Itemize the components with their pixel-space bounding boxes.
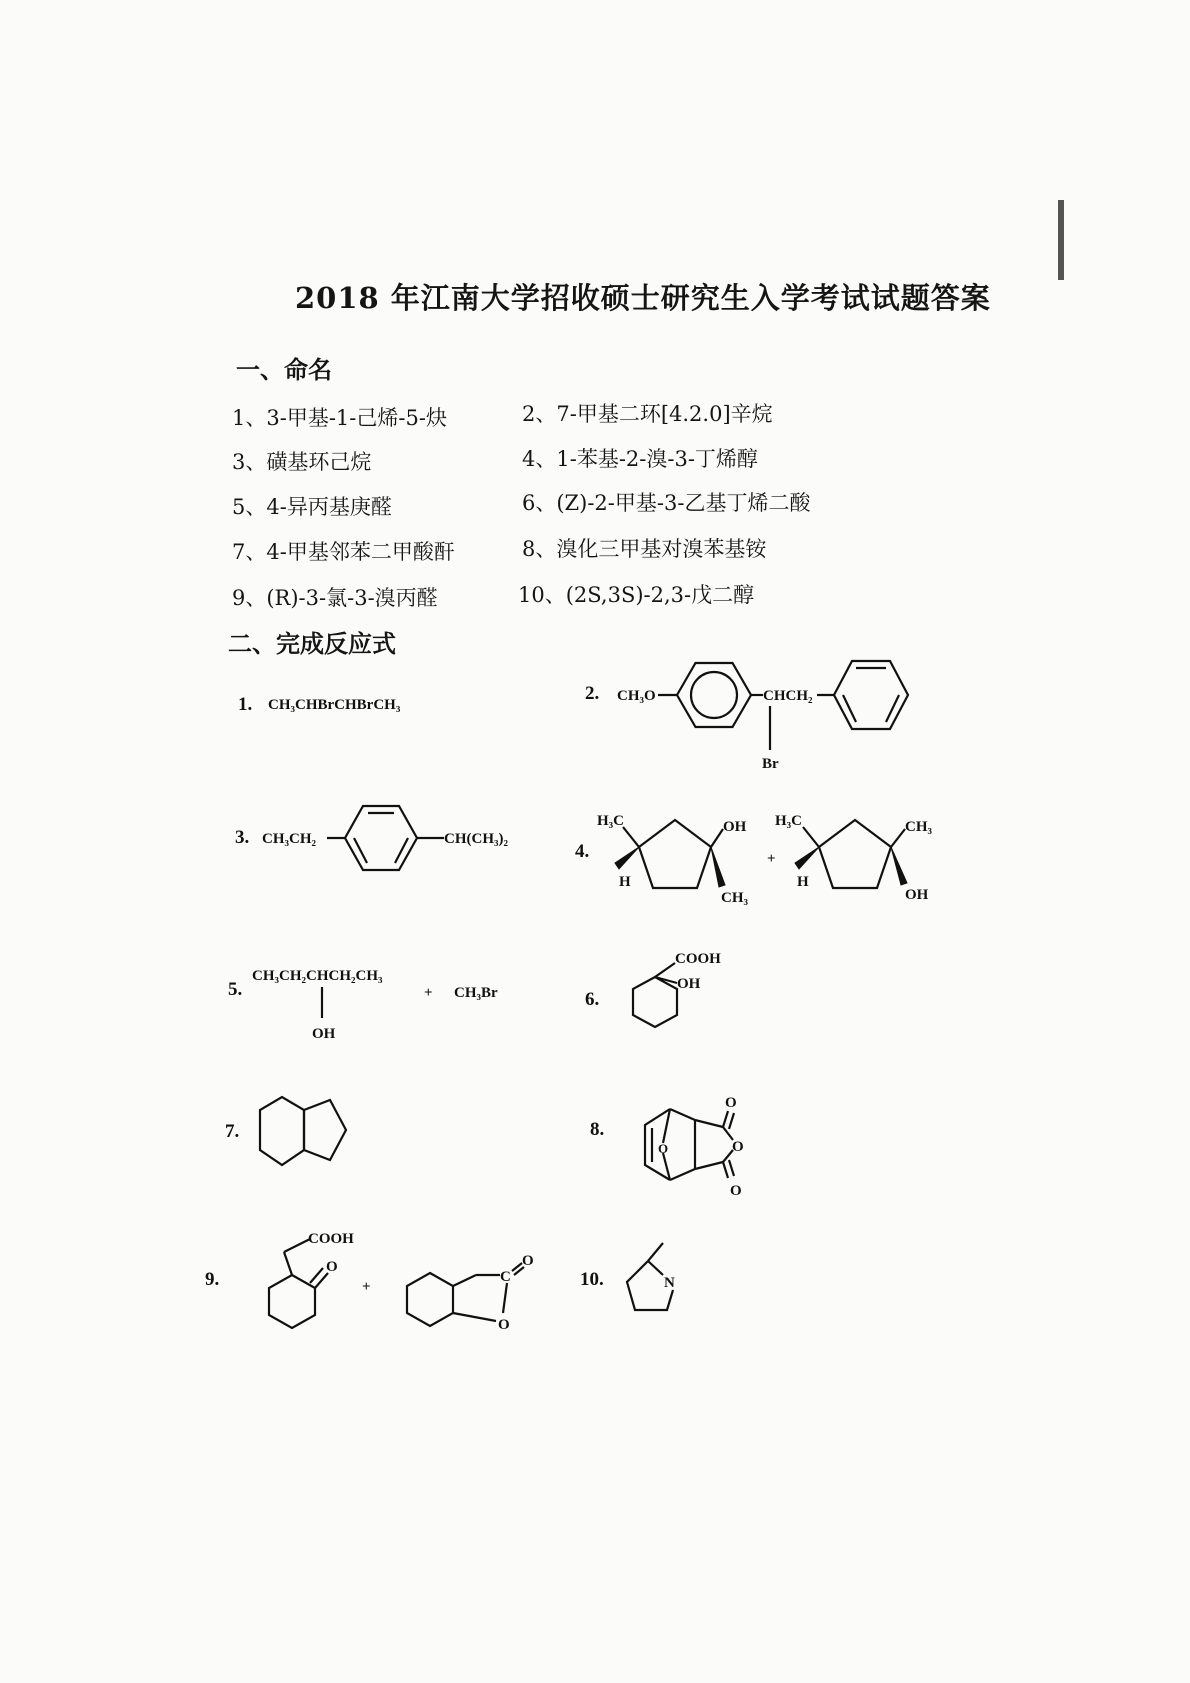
answer-4-wedge-bond <box>615 847 639 869</box>
answer-9-number: 9. <box>205 1269 220 1290</box>
answer-2-benzene-ring-2 <box>834 661 908 729</box>
answer-3-ethyl-label: CH₃CH₂ <box>262 831 316 847</box>
answer-4-m2-h-label: H <box>797 874 809 890</box>
answer-9-lactone-ring-oxygen: O <box>498 1317 510 1333</box>
answer-8-bond <box>670 1169 695 1180</box>
answer-9-bond <box>453 1313 496 1321</box>
answer-1-structure <box>230 690 450 720</box>
answer-4-bond <box>711 829 723 847</box>
answer-2-structure <box>580 650 940 775</box>
answer-4-m1-methyl-label: H₃C <box>597 813 624 829</box>
answer-6-oh-label: OH <box>677 976 701 992</box>
naming-item-8: 8、溴化三甲基对溴苯基铵 <box>522 537 767 561</box>
naming-item-10: 10、(2S,3S)-2,3-戊二醇 <box>518 583 755 607</box>
answer-7-number: 7. <box>225 1121 240 1142</box>
answer-4-wedge-bond <box>795 847 819 869</box>
answer-6-structure <box>585 945 785 1050</box>
answer-2-br-label: Br <box>762 756 779 772</box>
answer-8-bond <box>695 1162 723 1169</box>
answer-4-m2-oh-label: OH <box>905 887 929 903</box>
answer-5-structure <box>228 955 528 1045</box>
answer-4-bond <box>623 827 639 847</box>
answer-4-wedge-bond <box>711 847 725 887</box>
answer-9-structure <box>200 1225 560 1355</box>
answer-2-methoxy-label: CH₃O <box>617 688 656 704</box>
answer-4-plus: + <box>767 851 776 867</box>
answer-8-bond <box>670 1109 695 1120</box>
answer-8-ring-oxygen: O <box>732 1139 744 1155</box>
naming-item-4: 4、1-苯基-2-溴-3-丁烯醇 <box>522 447 758 471</box>
section-reactions-heading: 二、完成反应式 <box>228 629 396 658</box>
answer-6-number: 6. <box>585 989 600 1010</box>
answer-4-structure <box>575 805 955 925</box>
naming-item-2: 2、7-甲基二环[4.2.0]辛烷 <box>522 402 773 426</box>
answer-9-lactone-cyclohexane-ring <box>407 1273 453 1326</box>
page-title: 2018 年江南大学招收硕士研究生入学考试试题答案 <box>295 281 991 315</box>
scan-edge-mark <box>1058 200 1064 280</box>
answer-4-bond <box>803 827 819 847</box>
answer-10-nitrogen: N <box>664 1275 675 1291</box>
answer-9-bond <box>453 1275 476 1286</box>
answer-6-bond <box>655 963 675 977</box>
answer-3-structure <box>230 800 530 880</box>
answer-2-aromatic-circle-1 <box>691 672 737 718</box>
answer-8-number: 8. <box>590 1119 605 1140</box>
answer-6-cyclohexane-ring <box>633 977 677 1027</box>
answer-4-m2-methyl-label: H₃C <box>775 813 802 829</box>
section-naming-heading: 一、命名 <box>236 355 332 384</box>
answer-2-number: 2. <box>585 683 600 704</box>
answer-3-number: 3. <box>235 827 250 848</box>
answer-4-m1-oh-label: OH <box>723 819 747 835</box>
answer-5-oh-label: OH <box>312 1026 336 1042</box>
answer-1-formula: CH₃CHBrCHBrCH₃ <box>268 697 401 713</box>
naming-item-1: 1、3-甲基-1-己烯-5-炔 <box>232 406 447 430</box>
naming-item-3: 3、磺基环己烷 <box>232 450 372 474</box>
answer-10-bond <box>648 1261 663 1275</box>
naming-item-9: 9、(R)-3-氯-3-溴丙醛 <box>232 586 438 610</box>
answer-6-cooh-label: COOH <box>675 951 721 967</box>
answer-5-second-product: CH₃Br <box>454 985 498 1001</box>
answer-5-plus: + <box>424 985 433 1001</box>
answer-8-carbonyl-bond <box>723 1162 728 1178</box>
answer-4-m1-h-label: H <box>619 874 631 890</box>
answer-9-bond <box>503 1283 507 1313</box>
answer-8-carbonyl-oxygen-bottom: O <box>730 1183 742 1199</box>
answer-4-number: 4. <box>575 841 590 862</box>
answer-8-carbonyl-bond <box>723 1111 728 1127</box>
answer-7-five-membered-ring <box>304 1100 346 1160</box>
answer-9-bond <box>284 1252 292 1275</box>
naming-item-6: 6、(Z)-2-甲基-3-乙基丁烯二酸 <box>522 491 811 515</box>
answer-1-number: 1. <box>238 694 253 715</box>
answer-10-methyl-bond <box>648 1243 663 1261</box>
answer-3-isopropyl-label: CH(CH₃)₂ <box>444 831 508 847</box>
answer-8-carbonyl-bond <box>729 1160 734 1176</box>
answer-4-m1-ch3-label: CH₃ <box>721 890 748 906</box>
answer-4-cyclopentane-1 <box>639 820 711 888</box>
answer-9-lactone-carbonyl-oxygen: O <box>522 1253 534 1269</box>
answer-10-structure <box>575 1235 715 1335</box>
answer-7-structure <box>220 1095 380 1185</box>
answer-7-six-membered-ring <box>260 1097 304 1165</box>
answer-9-ketone-oxygen: O <box>326 1259 338 1275</box>
answer-5-formula: CH₃CH₂CHCH₂CH₃ <box>252 968 383 984</box>
answer-8-carbonyl-bond <box>729 1113 734 1129</box>
answer-8-bond <box>695 1120 723 1127</box>
answer-8-bridge-oxygen: O <box>658 1141 669 1156</box>
answer-5-number: 5. <box>228 979 243 1000</box>
answer-4-cyclopentane-2 <box>819 820 891 888</box>
answer-9-cyclohexanone-ring <box>269 1275 315 1328</box>
naming-item-5: 5、4-异丙基庚醛 <box>232 495 392 519</box>
answer-10-number: 10. <box>580 1269 604 1290</box>
answer-9-cooh-label: COOH <box>308 1231 354 1247</box>
naming-item-7: 7、4-甲基邻苯二甲酸酐 <box>232 540 455 564</box>
answer-4-m2-ch3-label: CH₃ <box>905 819 932 835</box>
answer-4-bond <box>891 829 905 847</box>
answer-8-carbonyl-oxygen-top: O <box>725 1095 737 1111</box>
answer-9-plus: + <box>362 1279 371 1295</box>
answer-9-lactone-carbon: C <box>500 1269 511 1285</box>
answer-8-structure <box>585 1085 785 1215</box>
answer-9-bond <box>284 1239 310 1252</box>
answer-4-wedge-bond <box>891 847 907 885</box>
answer-2-chain-label: CHCH₂ <box>763 688 813 704</box>
answer-3-benzene-ring <box>345 806 417 870</box>
